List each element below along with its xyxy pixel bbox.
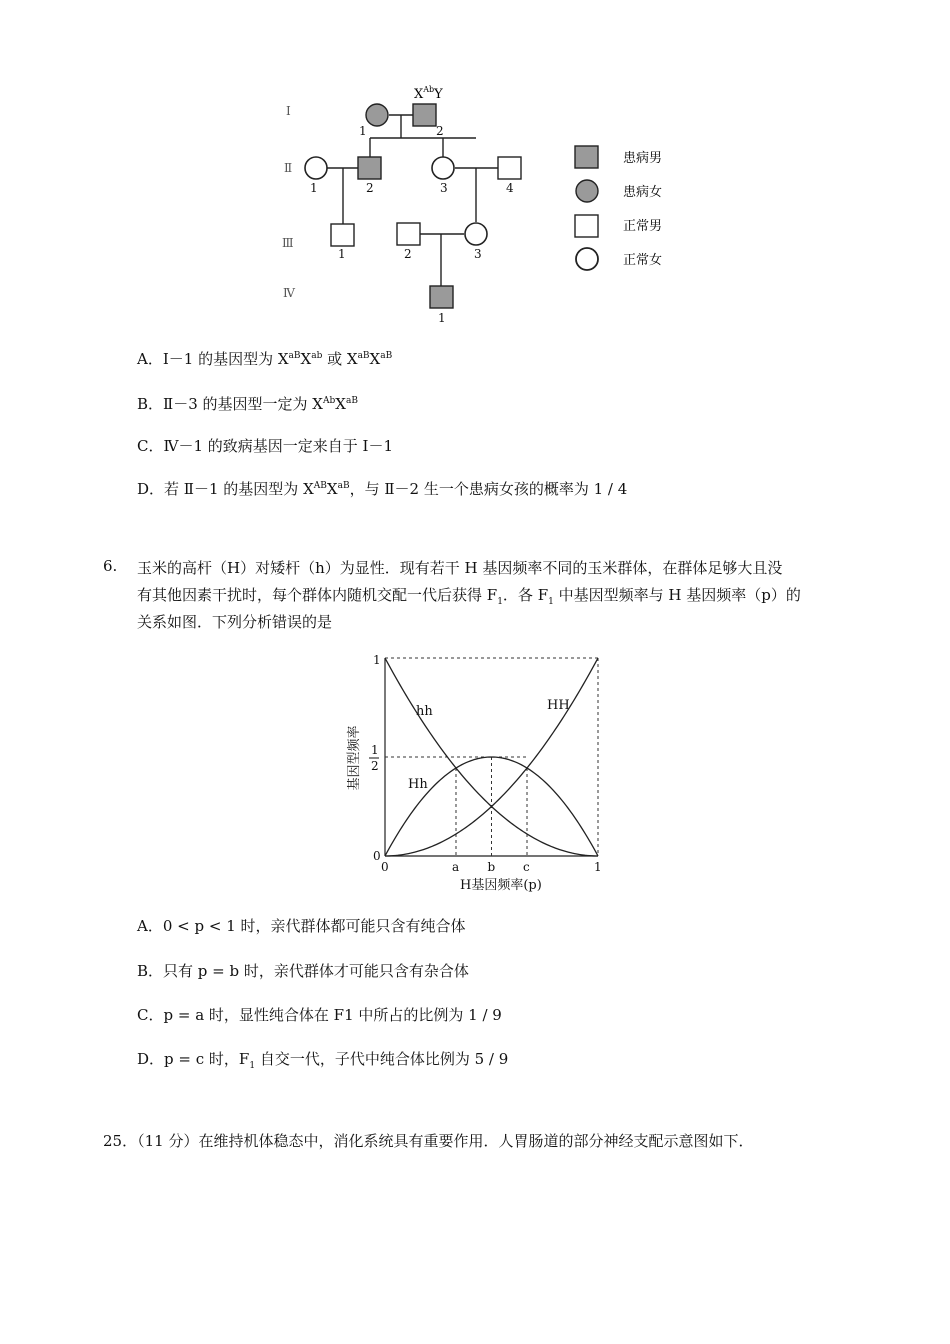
legend-affected-female-symbol: [576, 180, 598, 202]
option-letter: C．: [137, 1006, 164, 1024]
option-letter: A．: [137, 917, 163, 935]
member-number: 4: [506, 181, 514, 195]
legend-affected-male-symbol: [575, 146, 598, 168]
legend-normal-female-symbol: [576, 248, 598, 270]
generation-label-IV: Ⅳ: [283, 286, 295, 300]
option-letter: A．: [137, 350, 163, 368]
q5-option-a: A．Ⅰ－1 的基因型为 $X^{aB}X^{ab}$ 或 $X^{aB}X^{aB}$: [137, 350, 393, 368]
generation-label-III: Ⅲ: [282, 236, 294, 250]
affected-male-I-2: [413, 104, 436, 126]
series-label: Hh: [408, 777, 428, 792]
q5-option-b: B．Ⅱ－3 的基因型一定为 $X^{Ab}X^{aB}$: [137, 395, 358, 413]
normal-female-II-1: [305, 157, 327, 179]
series-label: hh: [416, 704, 433, 719]
member-number: 2: [366, 181, 374, 195]
legend-label: 正常男: [623, 219, 663, 234]
member-number: 2: [436, 124, 444, 138]
member-number: 3: [474, 247, 482, 261]
legend-normal-male-symbol: [575, 215, 598, 237]
genotype-label-I-2: $X^{Ab}Y$: [414, 85, 443, 102]
y-axis-label: 基因型频率: [347, 725, 362, 791]
y-tick-label: 0: [373, 849, 381, 863]
legend-label: 患病女: [623, 185, 663, 200]
affected-female-I-1: [366, 104, 388, 126]
x-tick-label: 0: [381, 860, 389, 874]
q6-stem-line3: 关系如图．下列分析错误的是: [137, 613, 333, 631]
x-tick-label: c: [523, 860, 530, 874]
q6-option-a: A．0 < p < 1 时，亲代群体都可能只含有纯合体: [137, 917, 466, 935]
y-tick-half-denominator: 2: [371, 759, 379, 773]
option-letter: D．: [137, 480, 165, 498]
normal-male-II-4: [498, 157, 521, 179]
legend-label: 患病男: [623, 151, 663, 166]
member-number: 1: [438, 311, 446, 325]
series-label: HH: [547, 698, 570, 713]
q6-stem-line2: 有其他因素干扰时，每个群体内随机交配一代后获得 $F_1$．各 $F_1$ 中基因型频率与 H 基因频率（p）的: [137, 586, 801, 607]
normal-female-III-3: [465, 223, 487, 245]
q5-option-c: C．Ⅳ－1 的致病基因一定来自于 Ⅰ－1: [137, 437, 394, 455]
normal-male-III-2: [397, 223, 420, 245]
generation-label-II: Ⅱ: [284, 161, 293, 175]
x-tick-label: 1: [594, 860, 602, 874]
option-letter: D．: [137, 1050, 165, 1068]
q6-option-d: D．p = c 时，$F_1$ 自交一代，子代中纯合体比例为 5 / 9: [137, 1050, 509, 1071]
member-number: 1: [310, 181, 318, 195]
genotype-frequency-chart: [330, 645, 620, 895]
x-tick-label: b: [487, 860, 496, 874]
q6-option-c: C．p = a 时，显性纯合体在 F1 中所占的比例为 1 / 9: [137, 1006, 502, 1024]
generation-label-I: Ⅰ: [286, 104, 291, 118]
q6-stem-line1: 玉米的高杆（H）对矮杆（h）为显性．现有若干 H 基因频率不同的玉米群体，在群体足够大且没: [137, 559, 783, 577]
x-tick-label: a: [451, 860, 460, 874]
y-tick-half-numerator: 1: [371, 743, 379, 757]
pedigree-diagram: [0, 0, 950, 330]
y-tick-label: 1: [373, 653, 381, 667]
member-number: 3: [440, 181, 448, 195]
affected-male-IV-1: [430, 286, 453, 308]
member-number: 1: [338, 247, 346, 261]
option-letter: B．: [137, 395, 164, 413]
q6-option-b: B．只有 p = b 时，亲代群体才可能只含有杂合体: [137, 962, 469, 980]
member-number: 1: [359, 124, 367, 138]
option-letter: B．: [137, 962, 164, 980]
option-letter: C．: [137, 437, 164, 455]
question-number: 6.: [103, 557, 118, 575]
member-number: 2: [404, 247, 412, 261]
q25-stem: 25．（11 分）在维持机体稳态中，消化系统具有重要作用．人胃肠道的部分神经支配示意图如下．: [103, 1132, 754, 1150]
affected-male-II-2: [358, 157, 381, 179]
x-axis-label: H基因频率(p): [460, 878, 542, 893]
q5-option-d: D．若 Ⅱ－1 的基因型为 $X^{AB}X^{aB}$，与 Ⅱ－2 生一个患病女孩的概率为 1 / 4: [137, 480, 628, 498]
legend-label: 正常女: [623, 253, 663, 268]
normal-female-II-3: [432, 157, 454, 179]
normal-male-III-1: [331, 224, 354, 246]
